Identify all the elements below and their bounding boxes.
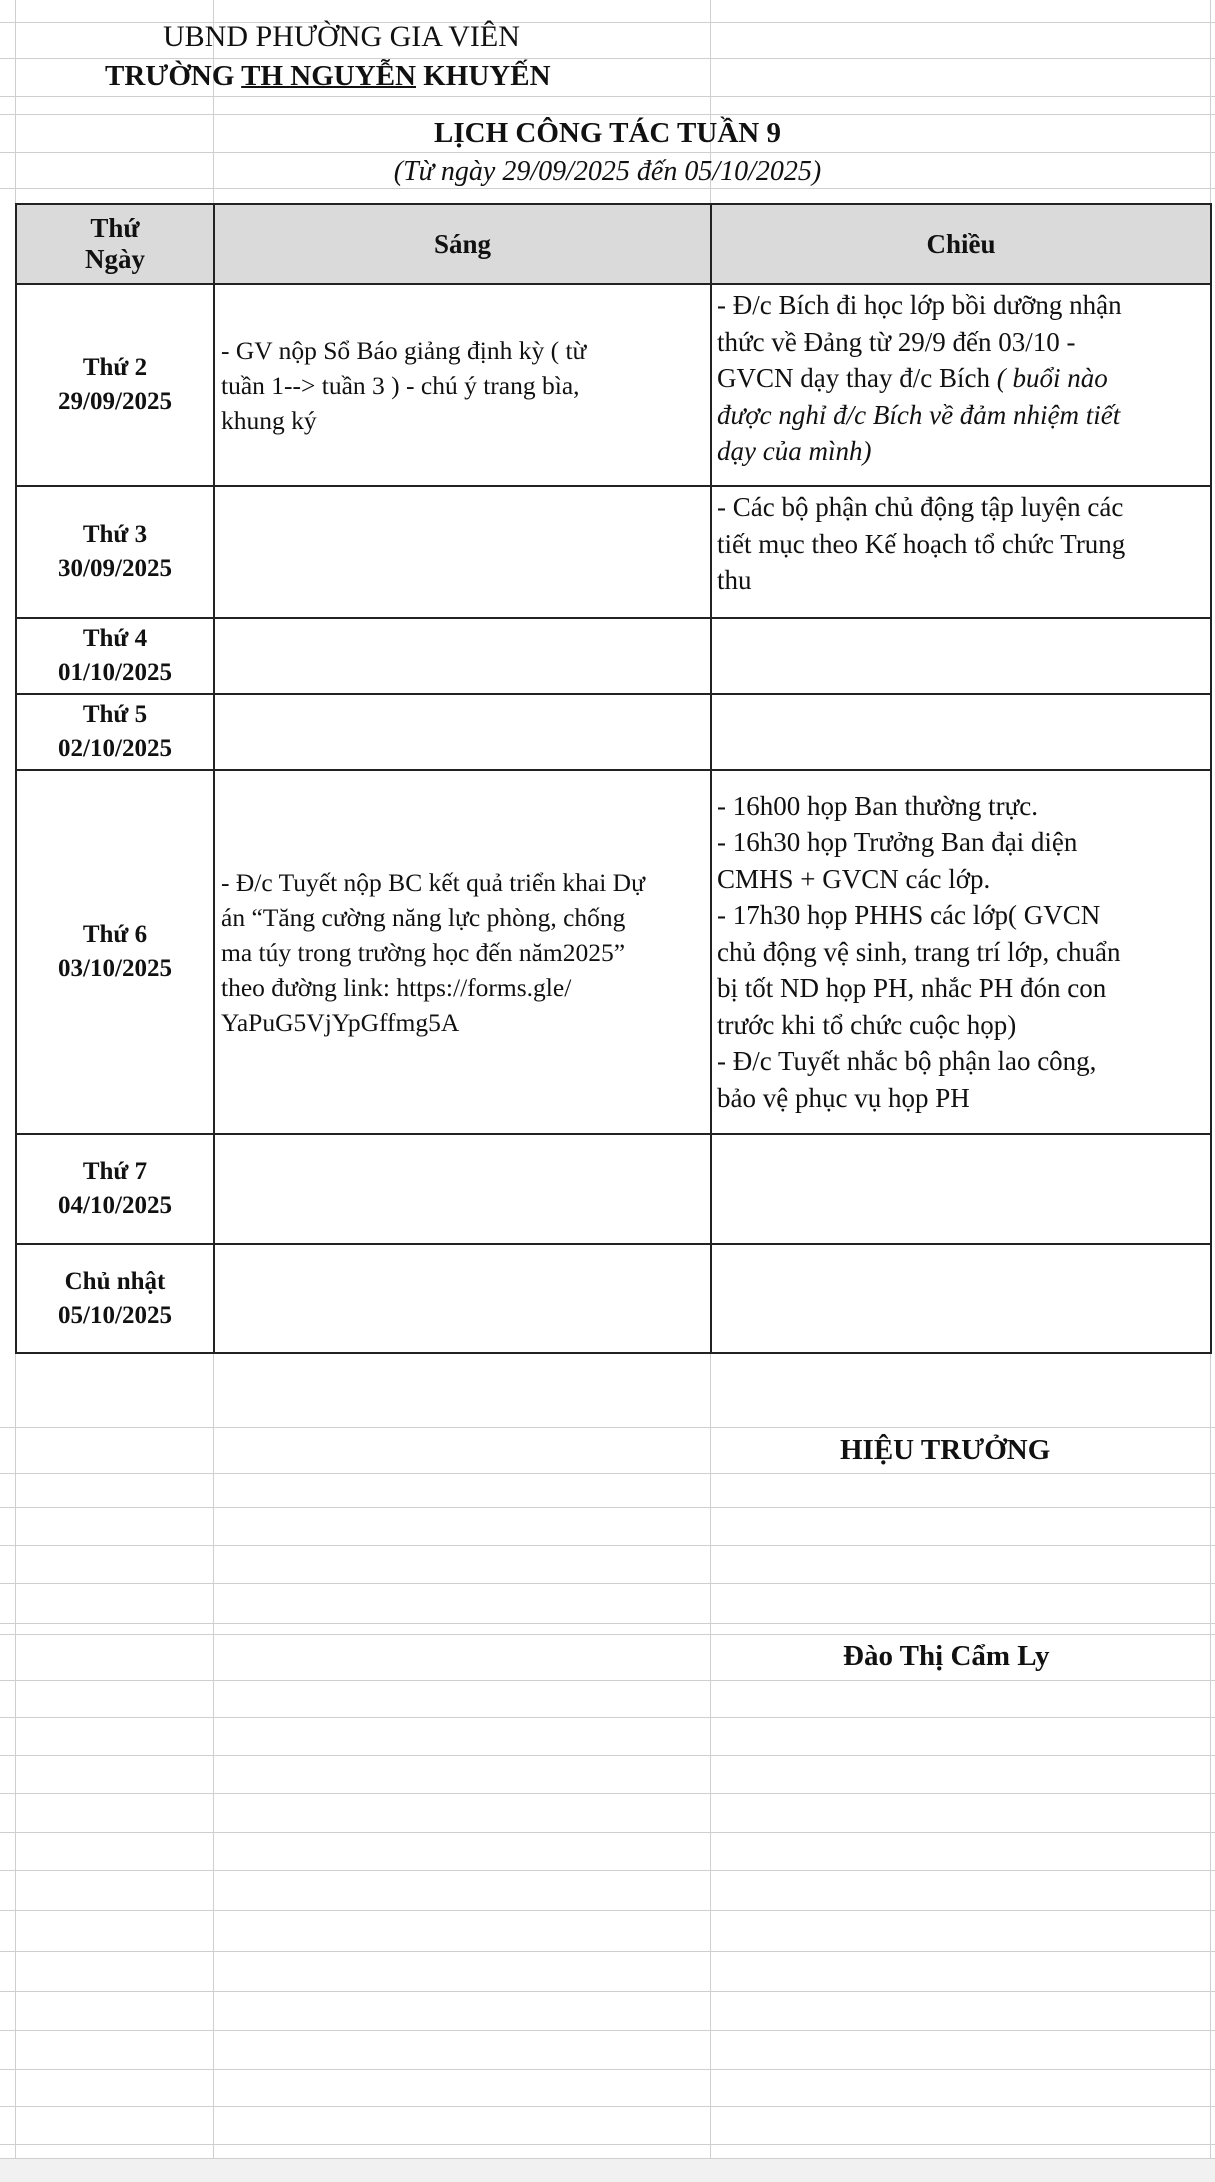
- header-morning: Sáng: [214, 204, 711, 284]
- afternoon-text-italic: được nghỉ đ/c Bích về đảm nhiệm tiết: [717, 399, 1121, 430]
- day-cell[interactable]: [16, 694, 214, 770]
- day-cell[interactable]: [16, 1244, 214, 1353]
- grid-line: [0, 58, 1215, 59]
- grid-line: [0, 2030, 1215, 2031]
- morning-cell[interactable]: [214, 1134, 711, 1244]
- morning-cell[interactable]: [214, 486, 711, 618]
- school-name-prefix: TRƯỜNG: [105, 60, 242, 92]
- morning-text: án “Tăng cường năng lực phòng, chống: [221, 902, 626, 932]
- afternoon-text-mixed: [717, 360, 1208, 397]
- day-cell[interactable]: [16, 284, 214, 486]
- afternoon-cell[interactable]: [711, 1244, 1211, 1353]
- grid-line: [0, 1545, 1215, 1546]
- day-date: 01/10/2025: [58, 659, 172, 686]
- afternoon-text: thu: [717, 565, 752, 595]
- day-cell[interactable]: [16, 618, 214, 694]
- afternoon-text-italic: dạy của mình): [717, 436, 872, 466]
- day-date: 02/10/2025: [58, 735, 172, 762]
- schedule-table: [15, 203, 1212, 1354]
- table-row: [16, 284, 1211, 486]
- afternoon-cell[interactable]: [711, 618, 1211, 694]
- morning-text: - GV nộp Sổ Báo giảng định kỳ ( từ: [221, 335, 587, 365]
- grid-line: [0, 1634, 1215, 1635]
- morning-text: theo đường link: https://forms.gle/: [221, 972, 572, 1002]
- afternoon-text: GVCN dạy thay đ/c Bích: [717, 363, 997, 393]
- grid-line: [0, 2106, 1215, 2107]
- day-name: Thứ 2: [82, 354, 148, 381]
- header-day: [16, 204, 214, 284]
- document-title: LỊCH CÔNG TÁC TUẦN 9: [434, 117, 781, 149]
- afternoon-text: - Các bộ phận chủ động tập luyện các: [717, 492, 1124, 522]
- grid-line: [0, 1717, 1215, 1718]
- afternoon-cell[interactable]: [711, 694, 1211, 770]
- afternoon-text: CMHS + GVCN các lớp.: [717, 863, 991, 894]
- afternoon-text: bị tốt ND họp PH, nhắc PH đón con: [717, 973, 1107, 1004]
- day-name: Thứ 6: [82, 921, 148, 948]
- day-date: 04/10/2025: [58, 1192, 172, 1219]
- grid-line: [0, 1793, 1215, 1794]
- header-day-line2: Ngày: [85, 244, 145, 274]
- grid-line: [0, 1507, 1215, 1508]
- day-name: Thứ 4: [82, 625, 148, 652]
- day-date: 29/09/2025: [58, 388, 172, 415]
- grid-line: [0, 1680, 1215, 1681]
- afternoon-text: thức về Đảng từ 29/9 đến 03/10 -: [717, 326, 1076, 357]
- day-cell[interactable]: [16, 486, 214, 618]
- grid-line: [0, 1427, 1215, 1428]
- table-row: [16, 694, 1211, 770]
- grid-line: [0, 1910, 1215, 1911]
- grid-line: [0, 1951, 1215, 1952]
- morning-text: khung ký: [221, 405, 317, 435]
- sheet-bottom-bar: [0, 2158, 1215, 2182]
- grid-line: [0, 1583, 1215, 1584]
- afternoon-text: - 17h30 họp PHHS các lớp( GVCN: [717, 900, 1101, 931]
- grid-line: [0, 1473, 1215, 1474]
- table-header-row: [16, 204, 1211, 284]
- afternoon-cell[interactable]: [711, 284, 1211, 486]
- afternoon-cell[interactable]: [711, 770, 1211, 1134]
- grid-line: [0, 1870, 1215, 1871]
- grid-line: [0, 2069, 1215, 2070]
- day-name: Chủ nhật: [64, 1267, 166, 1295]
- principal-title: HIỆU TRƯỞNG: [840, 1434, 1051, 1466]
- table-row: [16, 1244, 1211, 1353]
- school-name: [105, 60, 551, 93]
- school-name-suffix: KHUYẾN: [415, 60, 551, 92]
- morning-text: YaPuG5VjYpGffmg5A: [221, 1007, 460, 1037]
- header-day-line1: Thứ: [90, 213, 140, 243]
- morning-cell[interactable]: [214, 618, 711, 694]
- afternoon-text: - 16h30 họp Trưởng Ban đại diện: [717, 827, 1078, 858]
- day-cell[interactable]: [16, 770, 214, 1134]
- morning-text: tuần 1--> tuần 3 ) - chú ý trang bìa,: [221, 370, 580, 400]
- day-date: 03/10/2025: [58, 955, 172, 982]
- grid-line: [0, 2144, 1215, 2145]
- day-name: Thứ 3: [82, 521, 148, 548]
- afternoon-text: - Đ/c Bích đi học lớp bồi dưỡng nhận: [717, 290, 1122, 320]
- morning-cell[interactable]: [214, 1244, 711, 1353]
- afternoon-text-italic: ( buổi nào: [996, 363, 1108, 393]
- day-name: Thứ 7: [82, 1158, 148, 1185]
- grid-line: [0, 1832, 1215, 1833]
- grid-line: [0, 96, 1215, 97]
- afternoon-text: trước khi tổ chức cuộc họp): [717, 1009, 1017, 1040]
- afternoon-text: chủ động vệ sinh, trang trí lớp, chuẩn: [717, 936, 1121, 967]
- table-row: [16, 1134, 1211, 1244]
- afternoon-text: - Đ/c Tuyết nhắc bộ phận lao công,: [717, 1046, 1097, 1077]
- day-name: Thứ 5: [82, 701, 148, 728]
- principal-name: Đào Thị Cẩm Ly: [843, 1640, 1050, 1672]
- organization-name: UBND PHƯỜNG GIA VIÊN: [163, 20, 520, 53]
- table-row: [16, 618, 1211, 694]
- table-row: [16, 486, 1211, 618]
- header-afternoon: Chiều: [711, 204, 1211, 284]
- afternoon-cell[interactable]: [711, 1134, 1211, 1244]
- morning-cell[interactable]: [214, 284, 711, 486]
- grid-line: [0, 152, 1215, 153]
- afternoon-text: - 16h00 họp Ban thường trực.: [717, 790, 1039, 821]
- day-date: 30/09/2025: [58, 555, 172, 582]
- afternoon-cell[interactable]: [711, 486, 1211, 618]
- grid-line: [0, 188, 1215, 189]
- grid-line: [0, 114, 1215, 115]
- afternoon-text: bảo vệ phục vụ họp PH: [717, 1082, 970, 1113]
- morning-cell[interactable]: [214, 770, 711, 1134]
- grid-line: [0, 1755, 1215, 1756]
- date-range: (Từ ngày 29/09/2025 đến 05/10/2025): [393, 156, 822, 187]
- afternoon-text: tiết mục theo Kế hoạch tổ chức Trung: [717, 528, 1126, 559]
- morning-cell[interactable]: [214, 694, 711, 770]
- day-date: 05/10/2025: [58, 1301, 172, 1329]
- morning-text: - Đ/c Tuyết nộp BC kết quả triển khai Dự: [221, 867, 645, 897]
- grid-line: [0, 1991, 1215, 1992]
- day-cell[interactable]: [16, 1134, 214, 1244]
- table-row: [16, 770, 1211, 1134]
- school-name-underlined: TH NGUYỄN: [241, 60, 416, 92]
- morning-text: ma túy trong trường học đến năm2025”: [221, 937, 626, 967]
- grid-line: [0, 1623, 1215, 1624]
